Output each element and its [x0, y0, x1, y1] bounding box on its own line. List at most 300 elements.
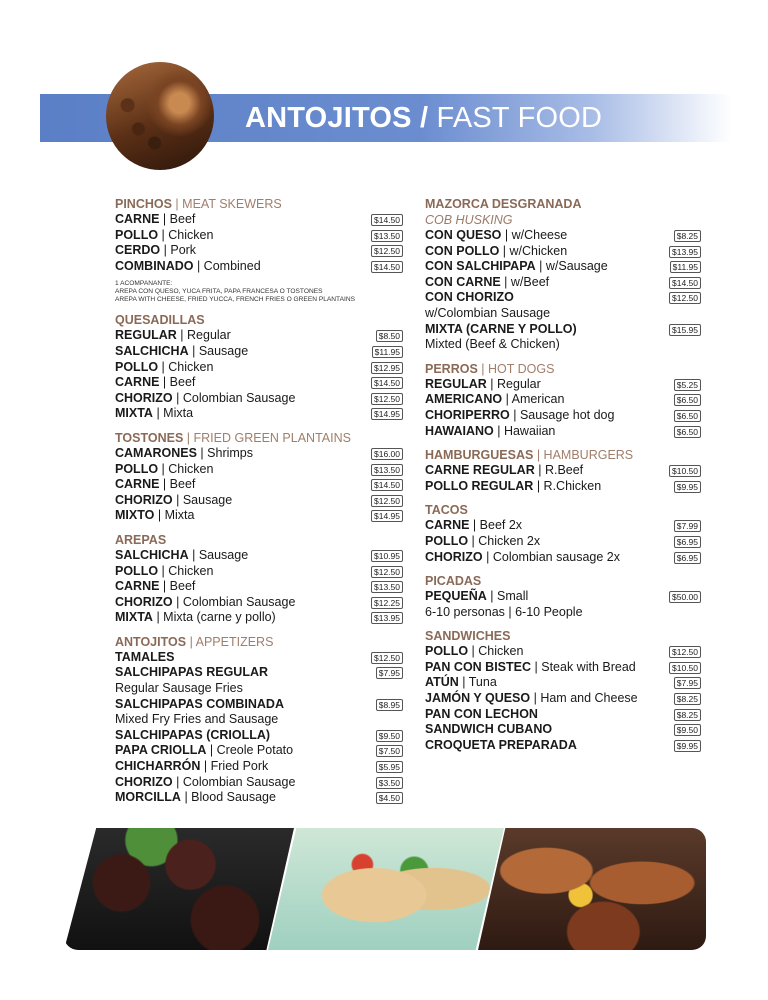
- item-description: Colombian sausage 2x: [492, 549, 621, 564]
- item-divider: |: [154, 508, 165, 523]
- menu-item: [425, 337, 701, 353]
- menu-item: [425, 424, 701, 440]
- item-description: Chicken: [168, 563, 214, 578]
- menu-section: [425, 502, 701, 565]
- item-price: $10.50: [669, 662, 701, 674]
- menu-item: [425, 306, 701, 322]
- item-divider: |: [176, 328, 188, 343]
- item-price: $9.50: [674, 724, 701, 736]
- item-name: SALCHIPAPAS COMBINADA: [115, 696, 284, 711]
- item-price: $12.50: [371, 495, 403, 507]
- section-title-en: HOT DOGS: [488, 361, 555, 376]
- item-divider: |: [158, 563, 169, 578]
- item-name: SALCHICHA: [115, 343, 189, 358]
- menu-item: [115, 743, 403, 759]
- item-name: CHORIZO: [115, 594, 173, 609]
- menu-item: [115, 391, 403, 407]
- item-description: Chicken: [168, 359, 214, 374]
- item-name: MIXTA: [115, 406, 153, 421]
- note-line: AREPA CON QUESO, YUCA FRITA, PAPA FRANCESA O TOSTONES: [115, 288, 323, 296]
- menu-item: [115, 650, 403, 666]
- item-price: $6.50: [674, 394, 701, 406]
- item-price: $12.50: [371, 245, 403, 257]
- menu-item: [425, 408, 701, 424]
- item-description: Mixta: [164, 508, 195, 523]
- item-price: $11.95: [372, 346, 403, 358]
- section-title: [115, 312, 403, 328]
- section-title-es: PINCHOS: [115, 197, 172, 211]
- item-description: R.Chicken: [543, 478, 602, 493]
- menu-item: [115, 228, 403, 244]
- menu-item: [425, 322, 701, 338]
- item-price: $12.50: [371, 652, 403, 664]
- section-title: [115, 196, 403, 212]
- item-description: Mixta (carne y pollo): [163, 610, 276, 625]
- item-price: $13.50: [371, 230, 403, 242]
- item-divider: |: [200, 759, 211, 774]
- item-price: $12.25: [371, 597, 403, 609]
- item-price: $13.95: [669, 246, 701, 258]
- burgers-photo: [478, 828, 706, 950]
- item-name: CON CHORIZO: [425, 290, 514, 305]
- title-bold: ANTOJITOS: [245, 102, 412, 134]
- item-description: Ham and Cheese: [540, 691, 638, 706]
- item-divider: |: [160, 243, 171, 258]
- item-name: POLLO: [115, 461, 159, 476]
- item-divider: |: [158, 227, 169, 242]
- menu-item: [425, 518, 701, 534]
- section-title-es: TOSTONES: [115, 430, 184, 445]
- item-description: Hawaiian: [503, 423, 556, 438]
- item-name: MIXTO: [115, 508, 155, 523]
- menu-item: [115, 360, 403, 376]
- item-description: Beef: [169, 212, 196, 226]
- item-name: SALCHIPAPAS REGULAR: [115, 665, 269, 680]
- section-title: [115, 634, 403, 650]
- item-divider: |: [486, 589, 498, 604]
- item-name: SALCHIPAPAS (CRIOLLA): [115, 727, 271, 742]
- menu-section: [425, 361, 701, 439]
- item-divider: |: [493, 423, 504, 438]
- item-divider: |: [196, 445, 208, 460]
- menu-item: [425, 534, 701, 550]
- menu-item: [425, 228, 701, 244]
- section-title: [425, 196, 701, 212]
- item-name: POLLO: [115, 563, 159, 578]
- item-name: PEQUEÑA: [425, 589, 487, 604]
- item-price: $14.50: [371, 261, 403, 273]
- menu-item: [425, 707, 701, 723]
- item-description: Regular: [187, 328, 231, 343]
- item-description: Sausage hot dog: [519, 407, 615, 422]
- menu-item: [425, 392, 701, 408]
- item-price: $12.50: [371, 393, 403, 405]
- item-description: Blood Sausage: [191, 790, 276, 805]
- item-divider: |: [530, 691, 541, 706]
- menu-item: [115, 328, 403, 344]
- item-divider: |: [180, 790, 192, 805]
- menu-item: [115, 446, 403, 462]
- item-name: HAWAIANO: [425, 423, 494, 438]
- item-description: Colombian Sausage: [182, 390, 296, 405]
- section-title-es: SANDWICHES: [425, 629, 511, 644]
- item-price: $6.50: [674, 426, 701, 438]
- item-description: w/Beef: [510, 274, 550, 289]
- item-price: $11.95: [670, 261, 701, 273]
- section-title: [115, 532, 403, 548]
- menu-item: [115, 759, 403, 775]
- item-divider: |: [535, 259, 546, 274]
- item-name: CON POLLO: [425, 243, 500, 258]
- section-title: [115, 430, 403, 446]
- item-price: $7.50: [376, 745, 403, 757]
- item-name: CERDO: [115, 243, 161, 258]
- item-name: CON CARNE: [425, 274, 501, 289]
- menu-item: [115, 462, 403, 478]
- menu-item: [425, 738, 701, 754]
- menu-item: [425, 259, 701, 275]
- item-price: $14.95: [371, 510, 403, 522]
- item-price: $13.50: [371, 581, 403, 593]
- menu-column-right: [425, 196, 701, 761]
- menu-item: [425, 605, 701, 621]
- item-price: $14.95: [371, 408, 403, 420]
- item-name: REGULAR: [425, 376, 487, 391]
- item-divider: |: [159, 375, 170, 390]
- item-description: Colombian Sausage: [182, 774, 296, 789]
- section-title-es: HAMBURGUESAS: [425, 448, 534, 463]
- menu-section: [115, 196, 403, 304]
- item-price: $12.95: [371, 362, 403, 374]
- item-name: CHORIZO: [425, 549, 483, 564]
- menu-item: [425, 275, 701, 291]
- section-title-divider: |: [171, 197, 183, 211]
- item-name: CHICHARRÓN: [115, 759, 201, 774]
- menu-item: [425, 691, 701, 707]
- item-price: $13.95: [371, 612, 403, 624]
- menu-item: [115, 212, 403, 228]
- item-name: POLLO: [115, 227, 159, 242]
- section-title: [425, 502, 701, 518]
- item-divider: |: [206, 743, 217, 758]
- menu-item: [425, 377, 701, 393]
- item-name: CAMARONES: [115, 445, 197, 460]
- item-name: AMERICANO: [425, 392, 503, 407]
- item-price: $10.50: [669, 465, 701, 477]
- item-description: w/Colombian Sausage: [425, 305, 551, 320]
- item-name: JAMÓN Y QUESO: [425, 691, 531, 706]
- section-note: [115, 280, 403, 304]
- item-divider: |: [469, 518, 480, 533]
- item-name: PAN CON BISTEC: [425, 659, 532, 674]
- item-divider: |: [152, 406, 164, 421]
- item-description: w/Sausage: [545, 259, 608, 274]
- section-title-es: ANTOJITOS: [115, 634, 187, 649]
- menu-item: [115, 243, 403, 259]
- item-price: $16.00: [371, 448, 403, 460]
- title-separator: /: [419, 102, 429, 134]
- menu-item: [425, 722, 701, 738]
- item-price: $8.95: [376, 699, 403, 711]
- menu-item: [115, 665, 403, 681]
- item-divider: |: [188, 547, 199, 562]
- item-description: Beef: [169, 375, 196, 390]
- item-price: $14.50: [371, 479, 403, 491]
- section-title-es: MAZORCA DESGRANADA: [425, 197, 582, 211]
- item-name: MORCILLA: [115, 790, 181, 805]
- section-title-es: AREPAS: [115, 532, 167, 547]
- item-price: $12.50: [669, 292, 701, 304]
- menu-section: [425, 447, 701, 494]
- item-divider: |: [509, 407, 520, 422]
- item-name: POLLO: [425, 644, 469, 659]
- item-price: $12.50: [371, 566, 403, 578]
- item-price: $6.95: [674, 552, 701, 564]
- item-description: Mixta: [163, 406, 194, 421]
- item-name: CHORIZO: [115, 492, 173, 507]
- item-name: CARNE: [115, 212, 160, 226]
- item-name: REGULAR: [115, 328, 177, 343]
- item-divider: |: [482, 549, 493, 564]
- item-price: $14.50: [371, 377, 403, 389]
- menu-item: [425, 463, 701, 479]
- item-description: Fried Pork: [210, 759, 269, 774]
- item-description: Mixed Fry Fries and Sausage: [115, 712, 279, 727]
- section-title: [425, 628, 701, 644]
- item-description: w/Cheese: [511, 228, 568, 242]
- item-price: $14.50: [371, 214, 403, 226]
- item-price: $5.25: [674, 379, 701, 391]
- menu-item: [115, 259, 403, 275]
- section-title-en: MEAT SKEWERS: [182, 197, 282, 211]
- section-title-es: PERROS: [425, 361, 478, 376]
- item-price: $8.25: [674, 709, 701, 721]
- section-title-en: APPETIZERS: [195, 634, 274, 649]
- item-description: Sausage: [198, 547, 249, 562]
- item-divider: |: [534, 463, 545, 478]
- item-price: $6.95: [674, 536, 701, 548]
- item-name: TAMALES: [115, 649, 175, 664]
- item-price: $13.50: [371, 464, 403, 476]
- item-name: CON QUESO: [425, 228, 502, 242]
- section-title-es: PICADAS: [425, 574, 482, 589]
- item-divider: |: [172, 390, 183, 405]
- item-description: Beef 2x: [479, 518, 523, 533]
- item-price: $8.25: [674, 230, 701, 242]
- item-name: SANDWICH CUBANO: [425, 722, 553, 737]
- menu-item: [115, 712, 403, 728]
- menu-section: [115, 312, 403, 422]
- item-description: 6-10 personas | 6-10 People: [425, 604, 583, 619]
- item-divider: |: [159, 212, 170, 226]
- menu-item: [115, 508, 403, 524]
- item-divider: |: [159, 579, 170, 594]
- item-divider: |: [501, 228, 512, 242]
- item-description: Chicken: [478, 644, 524, 659]
- item-description: Small: [497, 589, 529, 604]
- section-title-en: HAMBURGERS: [543, 448, 634, 463]
- item-name: CARNE: [115, 477, 160, 492]
- menu-item: [425, 290, 701, 306]
- coffee-beans-image: [106, 62, 214, 170]
- item-description: Colombian Sausage: [182, 594, 296, 609]
- section-subtitle: COB HUSKING: [425, 213, 513, 227]
- item-price: $10.95: [371, 550, 403, 562]
- item-name: CON SALCHIPAPA: [425, 259, 536, 274]
- menu-item: [115, 477, 403, 493]
- item-name: POLLO REGULAR: [425, 478, 534, 493]
- menu-item: [115, 728, 403, 744]
- item-price: $6.50: [674, 410, 701, 422]
- item-name: CHORIPERRO: [425, 407, 510, 422]
- menu-item: [115, 579, 403, 595]
- menu-item: [425, 589, 701, 605]
- item-price: $3.50: [376, 777, 403, 789]
- food-photo-strip: [64, 828, 706, 950]
- item-divider: |: [502, 392, 512, 407]
- menu-section: [425, 196, 701, 353]
- item-price: $7.99: [674, 520, 701, 532]
- item-price: $5.95: [376, 761, 403, 773]
- item-description: Chicken: [168, 227, 214, 242]
- menu-item: [425, 550, 701, 566]
- item-description: Steak with Bread: [541, 659, 636, 674]
- menu-item: [425, 644, 701, 660]
- item-divider: |: [188, 343, 199, 358]
- item-name: CARNE REGULAR: [425, 463, 535, 478]
- menu-item: [115, 493, 403, 509]
- item-name: CROQUETA PREPARADA: [425, 737, 577, 752]
- item-name: CHORIZO: [115, 774, 173, 789]
- menu-item: [425, 244, 701, 260]
- item-divider: |: [172, 492, 183, 507]
- menu-section: [425, 573, 701, 620]
- menu-item: [115, 681, 403, 697]
- item-description: Regular Sausage Fries: [115, 681, 243, 696]
- menu-item: [425, 675, 701, 691]
- menu-section: [115, 532, 403, 626]
- menu-item: [115, 564, 403, 580]
- item-divider: |: [458, 675, 469, 690]
- section-title-divider: |: [533, 448, 544, 463]
- menu-item: [425, 660, 701, 676]
- item-name: ATÚN: [425, 675, 459, 690]
- tacos-photo: [268, 828, 504, 950]
- page-title: [245, 100, 602, 136]
- item-description: Regular: [497, 376, 541, 391]
- menu-item: [425, 479, 701, 495]
- item-name: CARNE: [425, 518, 470, 533]
- menu-item: [115, 790, 403, 806]
- item-name: SALCHICHA: [115, 547, 189, 562]
- menu-item: [115, 595, 403, 611]
- item-price: $9.95: [674, 740, 701, 752]
- item-price: $15.95: [669, 324, 701, 336]
- menu-section: [425, 628, 701, 753]
- section-title-divider: |: [477, 361, 488, 376]
- menu-item: [115, 610, 403, 626]
- item-divider: |: [158, 359, 169, 374]
- menu-item: [115, 344, 403, 360]
- item-name: PAN CON LECHON: [425, 706, 538, 721]
- item-description: Pork: [170, 243, 197, 258]
- item-price: $9.95: [674, 481, 701, 493]
- item-name: POLLO: [115, 359, 159, 374]
- item-price: $8.25: [674, 693, 701, 705]
- item-name: CARNE: [115, 375, 160, 390]
- item-description: R.Beef: [544, 463, 584, 478]
- menu-section: [115, 634, 403, 806]
- item-name: COMBINADO: [115, 258, 194, 273]
- item-description: Chicken: [168, 461, 214, 476]
- menu-item: [115, 697, 403, 713]
- menu-item: [115, 406, 403, 422]
- item-divider: |: [152, 610, 164, 625]
- item-description: American: [511, 392, 565, 407]
- note-line: AREPA WITH CHEESE, FRIED YUCCA, FRENCH FRIES O GREEN PLANTAINS: [115, 296, 355, 304]
- title-light: FAST FOOD: [436, 102, 603, 134]
- section-title: [425, 361, 701, 377]
- item-divider: |: [500, 274, 511, 289]
- item-price: $50.00: [669, 591, 701, 603]
- item-description: Beef: [169, 477, 196, 492]
- section-title-divider: |: [183, 430, 194, 445]
- item-description: Tuna: [468, 675, 497, 690]
- item-divider: |: [533, 478, 544, 493]
- item-description: Creole Potato: [216, 743, 294, 758]
- menu-column-left: [115, 196, 403, 814]
- item-name: MIXTA (CARNE Y POLLO): [425, 321, 577, 336]
- item-divider: |: [468, 644, 479, 659]
- item-description: Sausage: [182, 492, 233, 507]
- item-name: CARNE: [115, 579, 160, 594]
- item-description: Chicken 2x: [478, 533, 541, 548]
- item-price: $4.50: [376, 792, 403, 804]
- section-title-divider: |: [186, 634, 196, 649]
- item-description: Beef: [169, 579, 196, 594]
- note-line: 1 ACOMPANANTE:: [115, 280, 173, 288]
- sausage-photo: [64, 828, 294, 950]
- item-price: $7.95: [674, 677, 701, 689]
- item-description: w/Chicken: [509, 243, 568, 258]
- menu-section: [115, 430, 403, 524]
- item-price: $8.50: [376, 330, 403, 342]
- item-description: Mixted (Beef & Chicken): [425, 337, 560, 352]
- item-divider: |: [531, 659, 542, 674]
- section-title: [425, 573, 701, 589]
- item-description: Sausage: [198, 343, 249, 358]
- item-divider: |: [172, 594, 183, 609]
- section-title-es: QUESADILLAS: [115, 313, 205, 328]
- item-divider: |: [159, 477, 170, 492]
- item-name: PAPA CRIOLLA: [115, 743, 207, 758]
- menu-item: [115, 548, 403, 564]
- section-title-en: FRIED GREEN PLANTAINS: [193, 430, 351, 445]
- section-title: [425, 447, 701, 463]
- section-title-es: TACOS: [425, 503, 468, 518]
- menu-item: [115, 775, 403, 791]
- item-divider: |: [172, 774, 183, 789]
- item-price: $14.50: [669, 277, 701, 289]
- item-name: POLLO: [425, 533, 469, 548]
- item-divider: |: [158, 461, 169, 476]
- item-price: $9.50: [376, 730, 403, 742]
- item-divider: |: [486, 376, 498, 391]
- item-price: $7.95: [376, 667, 403, 679]
- item-name: MIXTA: [115, 610, 153, 625]
- item-name: CHORIZO: [115, 390, 173, 405]
- item-price: $12.50: [669, 646, 701, 658]
